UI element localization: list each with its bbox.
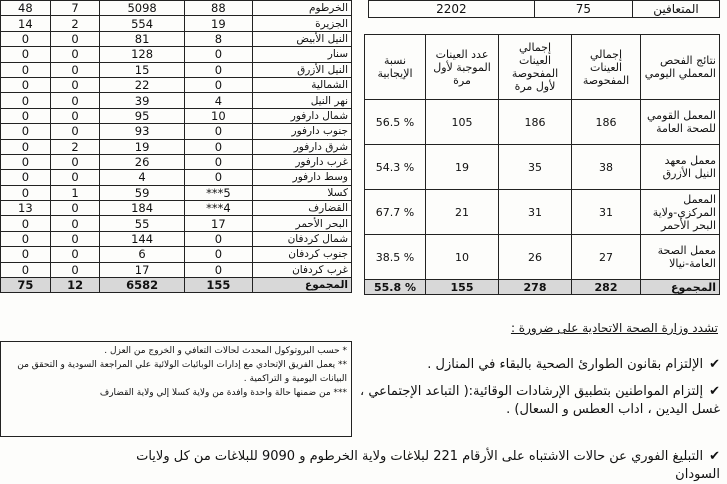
state-cell-c2: 554 [100,16,184,31]
state-cell-c4: 0 [1,216,51,231]
state-cell-c4: 0 [1,124,51,139]
state-cell-c2: 6 [100,247,184,262]
state-cell-c1: 4 [184,93,252,108]
state-cell-name: جنوب كردفان [253,247,352,262]
state-row [1,262,352,277]
state-row [1,170,352,185]
lab-cell-rate: 56.5 % [365,100,426,145]
lab-cell-lab: معمل الصحة العامة-نيالا [641,235,720,280]
state-cell-c1: 0 [184,62,252,77]
guidance-heading: تشدد وزارة الصحة الاتحادية على ضرورة : [510,321,718,335]
state-cell-c3: 0 [50,47,100,62]
state-row [1,62,352,77]
states-table [0,0,352,293]
state-cell-c1: 0 [184,247,252,262]
state-cell-c4: 14 [1,16,51,31]
state-cell-name: شمال كردفان [253,231,352,246]
state-cell-c3: 7 [50,1,100,16]
state-cell-c2: 93 [100,124,184,139]
state-cell-c3: 0 [50,262,100,277]
state-cell-name: غرب كردفان [253,262,352,277]
lab-cell-lab: معمل معهد النيل الأزرق [641,145,720,190]
state-cell-c2: 128 [100,47,184,62]
state-cell-c3: 0 [50,247,100,262]
state-cell-c2: 26 [100,154,184,169]
state-cell-c3: 0 [50,124,100,139]
state-row [1,139,352,154]
state-cell-c3: 1 [50,185,100,200]
state-row [1,201,352,216]
state-cell-name: غرب دارفور [253,154,352,169]
state-cell-c1: 155 [184,278,252,293]
lab-cell-lab: المجموع [641,280,720,295]
check-icon: ✔ [709,384,720,399]
state-cell-c1: 88 [184,1,252,16]
state-cell-c4: 0 [1,77,51,92]
state-cell-c1: 0 [184,47,252,62]
state-cell-name: شرق دارفور [253,139,352,154]
state-cell-name: القضارف [253,201,352,216]
state-cell-c3: 12 [50,278,100,293]
state-row [1,185,352,200]
state-cell-name: وسط دارفور [253,170,352,185]
state-cell-c4: 0 [1,108,51,123]
lab-cell-total: 186 [572,100,641,145]
lab-cell-first: 278 [499,280,572,295]
lab-cell-positive: 155 [426,280,499,295]
state-cell-c4: 0 [1,247,51,262]
state-cell-c1: 8 [184,31,252,46]
guidance-bullet-1: ✔الإلتزام بقانون الطوارئ الصحية بالبقاء في المنازل . [427,357,720,372]
note-1: * حسب البروتوكول المحدث لحالات التعافي و الخروج من العزل . [104,346,347,356]
state-cell-name: كسلا [253,185,352,200]
state-cell-c1: ***5 [184,185,252,200]
state-cell-c1: 0 [184,77,252,92]
state-cell-c3: 0 [50,216,100,231]
lab-row [365,190,720,235]
lab-cell-first: 31 [499,190,572,235]
state-cell-c2: 81 [100,31,184,46]
lab-header-positive: عدد العينات الموجبة لأول مرة [426,35,499,100]
state-cell-name: سنار [253,47,352,62]
state-cell-c1: 0 [184,139,252,154]
lab-cell-rate: 54.3 % [365,145,426,190]
state-row [1,77,352,92]
check-icon: ✔ [709,449,720,464]
state-cell-name: الخرطوم [253,1,352,16]
lab-cell-lab: المعمل القومي للصحة العامة [641,100,720,145]
lab-cell-positive: 105 [426,100,499,145]
lab-header-first: إجمالي العينات المفحوصة لأول مرة [499,35,572,100]
recovered-value: 75 [534,1,632,18]
state-cell-c2: 17 [100,262,184,277]
lab-cell-lab: المعمل المركزي-ولاية البحر الأحمر [641,190,720,235]
state-cell-c4: 0 [1,185,51,200]
state-cell-c4: 48 [1,1,51,16]
state-cell-c3: 2 [50,16,100,31]
lab-cell-rate: 55.8 % [365,280,426,295]
state-cell-name: البحر الأحمر [253,216,352,231]
state-cell-c4: 0 [1,154,51,169]
state-cell-c1: 0 [184,231,252,246]
state-cell-c2: 5098 [100,1,184,16]
state-cell-name: النيل الأزرق [253,62,352,77]
state-cell-c2: 22 [100,77,184,92]
state-cell-c1: 0 [184,170,252,185]
state-cell-c4: 0 [1,47,51,62]
lab-total-row [365,280,720,295]
state-cell-c3: 2 [50,139,100,154]
state-cell-c2: 15 [100,62,184,77]
check-icon: ✔ [709,357,720,372]
state-row [1,16,352,31]
state-cell-c3: 0 [50,62,100,77]
state-cell-c4: 13 [1,201,51,216]
lab-cell-first: 26 [499,235,572,280]
lab-cell-first: 186 [499,100,572,145]
lab-row [365,235,720,280]
state-cell-name: الجزيرة [253,16,352,31]
state-cell-c2: 55 [100,216,184,231]
lab-row [365,145,720,190]
state-cell-c1: 19 [184,16,252,31]
note-3: *** من ضمنها حالة واحدة وافدة من ولاية كسلا إلي ولاية القضارف [99,388,347,398]
state-cell-name: الشمالية [253,77,352,92]
state-cell-c2: 6582 [100,278,184,293]
state-cell-name: شمال دارفور [253,108,352,123]
guidance-bullet-3: ✔التبليغ الفوري عن حالات الاشتباه على الأرقام 221 لبلاغات ولاية الخرطوم و 9090 للبلاغات من كل ولايات السودان [136,449,720,482]
state-cell-c1: 0 [184,262,252,277]
state-row [1,93,352,108]
state-row [1,231,352,246]
state-cell-c2: 19 [100,139,184,154]
state-cell-c3: 0 [50,77,100,92]
state-row [1,1,352,16]
note-2: ** يعمل الفريق الإتحادي مع إدارات الوبائيات الولائية علي المراجعة السودية و التحقق من البيانات اليومية و التراكمية . [17,360,347,384]
state-cell-c1: 0 [184,154,252,169]
state-row [1,108,352,123]
state-cell-name: نهر النيل [253,93,352,108]
recovered-table [368,0,720,18]
lab-cell-total: 27 [572,235,641,280]
lab-results-table [364,34,720,295]
state-cell-c1: ***4 [184,201,252,216]
state-cell-c4: 0 [1,31,51,46]
guidance-bullet-2: ✔إلتزام المواطنين بتطبيق الإرشادات الوقائية:( التباعد الإجتماعي ، غسل اليدين ، اداب العطس و السعال) . [360,384,720,417]
recovered-label: المتعافين [633,1,720,18]
state-cell-c2: 4 [100,170,184,185]
state-cell-c3: 0 [50,170,100,185]
states-total-row [1,278,352,293]
state-cell-c4: 0 [1,170,51,185]
state-cell-c1: 0 [184,124,252,139]
state-cell-c4: 75 [1,278,51,293]
state-cell-c3: 0 [50,108,100,123]
state-cell-c1: 10 [184,108,252,123]
state-cell-name: المجموع [253,278,352,293]
lab-cell-total: 31 [572,190,641,235]
state-row [1,124,352,139]
lab-header-total: إجمالي العينات المفحوصة [572,35,641,100]
state-cell-c2: 144 [100,231,184,246]
state-row [1,216,352,231]
state-cell-c2: 184 [100,201,184,216]
state-cell-c4: 0 [1,262,51,277]
lab-header-name: نتائج الفحص المعملي اليومي [641,35,720,100]
state-cell-c2: 59 [100,185,184,200]
lab-cell-positive: 19 [426,145,499,190]
state-cell-c4: 0 [1,139,51,154]
lab-header-rate: نسبة الإيجابية [365,35,426,100]
state-cell-c2: 95 [100,108,184,123]
state-cell-c3: 0 [50,201,100,216]
state-cell-c2: 39 [100,93,184,108]
state-row [1,247,352,262]
state-cell-name: النيل الأبيض [253,31,352,46]
state-cell-c3: 0 [50,231,100,246]
state-row [1,154,352,169]
state-row [1,31,352,46]
state-cell-c1: 17 [184,216,252,231]
state-cell-c3: 0 [50,154,100,169]
lab-cell-positive: 10 [426,235,499,280]
lab-row [365,100,720,145]
state-cell-c4: 0 [1,62,51,77]
state-cell-c4: 0 [1,231,51,246]
lab-cell-positive: 21 [426,190,499,235]
lab-cell-rate: 67.7 % [365,190,426,235]
lab-cell-first: 35 [499,145,572,190]
state-cell-c4: 0 [1,93,51,108]
state-cell-c3: 0 [50,31,100,46]
lab-cell-rate: 38.5 % [365,235,426,280]
recovered-total: 2202 [369,1,535,18]
lab-cell-total: 282 [572,280,641,295]
state-row [1,47,352,62]
state-cell-c3: 0 [50,93,100,108]
lab-cell-total: 38 [572,145,641,190]
state-cell-name: جنوب دارفور [253,124,352,139]
